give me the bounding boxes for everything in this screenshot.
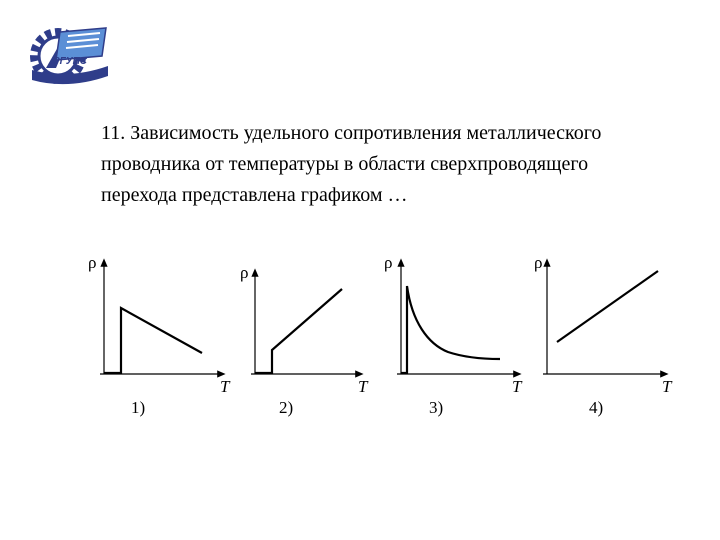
- graph-option-2[interactable]: [240, 263, 369, 417]
- y-axis-label: ρ: [240, 263, 249, 282]
- resistivity-curve: [557, 271, 658, 342]
- y-axis-label: ρ: [384, 253, 393, 272]
- option-label: 4): [589, 398, 604, 417]
- graph-option-1[interactable]: [88, 253, 231, 417]
- question-text: 11. Зависимость удельного сопротивления металлического проводника от температуры в области сверхпроводящего перехода представлена графиком …: [101, 122, 602, 206]
- graph-option-3[interactable]: [384, 253, 523, 417]
- y-axis-label: ρ: [88, 253, 97, 272]
- resistivity-curve: [104, 308, 202, 373]
- resistivity-curve: [401, 286, 500, 373]
- resistivity-curve: [255, 289, 342, 373]
- option-label: 3): [429, 398, 444, 417]
- x-axis-label: T: [512, 377, 522, 396]
- logo-text: РГУПС: [53, 56, 87, 67]
- x-axis-label: T: [358, 377, 368, 396]
- x-axis-label: T: [662, 377, 672, 396]
- option-label: 1): [131, 398, 146, 417]
- graph-option-4[interactable]: [534, 253, 673, 417]
- option-label: 2): [279, 398, 294, 417]
- x-axis-label: T: [220, 377, 230, 396]
- y-axis-label: ρ: [534, 253, 543, 272]
